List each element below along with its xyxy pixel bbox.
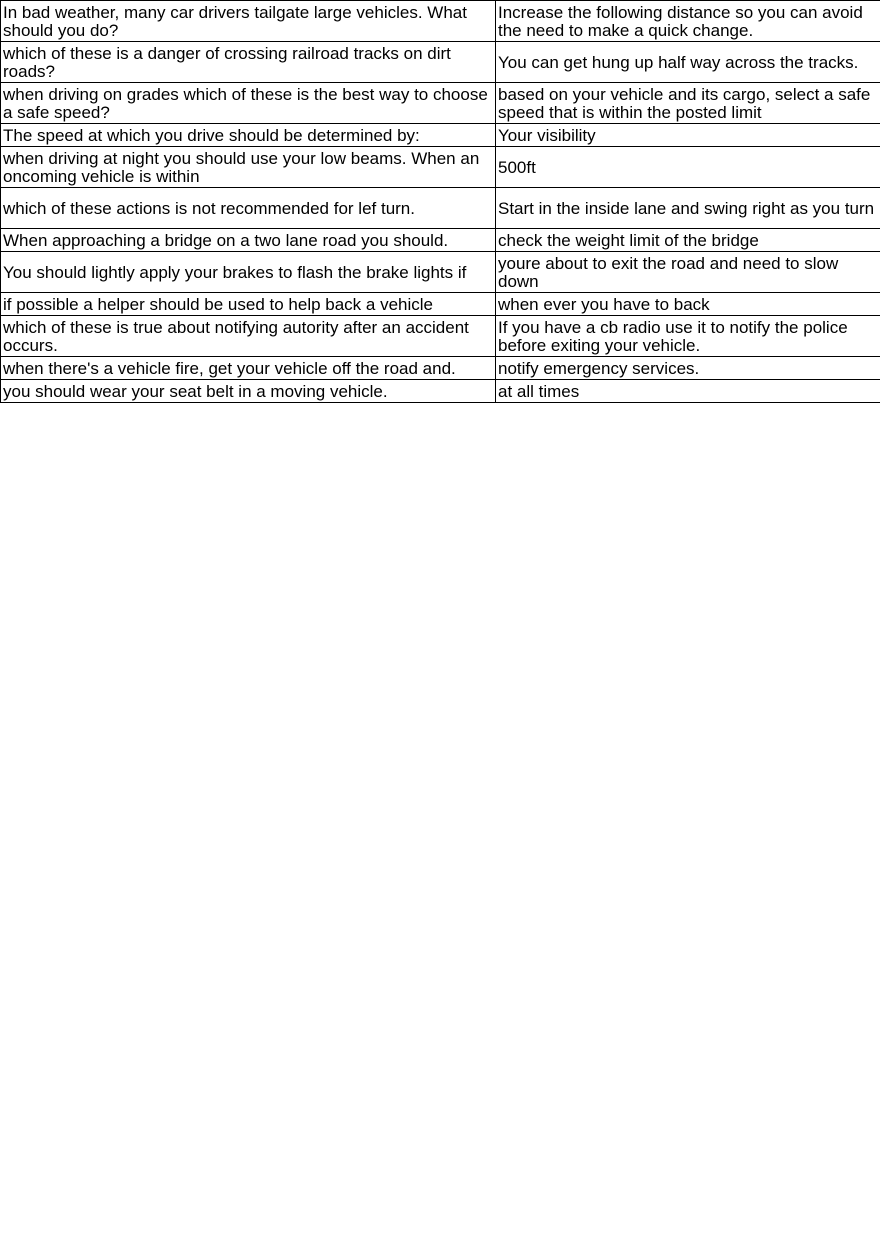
definition-cell: If you have a cb radio use it to notify the police before exiting your vehicle. [496,316,880,357]
term-cell: In bad weather, many car drivers tailgate large vehicles. What should you do? [1,1,496,42]
term-cell: when driving on grades which of these is the best way to choose a safe speed? [1,83,496,124]
definition-cell: Increase the following distance so you can avoid the need to make a quick change. [496,1,880,42]
definition-cell: based on your vehicle and its cargo, select a safe speed that is within the posted limit [496,83,880,124]
table-row [1,252,880,293]
flashcard-table-body [1,1,880,403]
term-cell: which of these is a danger of crossing railroad tracks on dirt roads? [1,42,496,83]
definition-cell: 500ft [496,147,880,188]
definition-cell: notify emergency services. [496,357,880,380]
definition-cell: at all times [496,380,880,403]
term-cell: if possible a helper should be used to help back a vehicle [1,293,496,316]
table-row [1,229,880,252]
term-cell: you should wear your seat belt in a moving vehicle. [1,380,496,403]
definition-cell: youre about to exit the road and need to slow down [496,252,880,293]
table-row [1,42,880,83]
table-row [1,357,880,380]
table-row [1,1,880,42]
definition-cell: You can get hung up half way across the tracks. [496,42,880,83]
definition-cell: Start in the inside lane and swing right as you turn [496,188,880,229]
table-row [1,380,880,403]
table-row [1,147,880,188]
definition-cell: check the weight limit of the bridge [496,229,880,252]
table-row [1,316,880,357]
term-cell: which of these actions is not recommended for lef turn. [1,188,496,229]
table-row [1,124,880,147]
table-row [1,83,880,124]
table-row [1,188,880,229]
term-cell: You should lightly apply your brakes to flash the brake lights if [1,252,496,293]
flashcard-table [0,0,880,403]
term-cell: when driving at night you should use your low beams. When an oncoming vehicle is within [1,147,496,188]
term-cell: The speed at which you drive should be determined by: [1,124,496,147]
term-cell: When approaching a bridge on a two lane road you should. [1,229,496,252]
definition-cell: when ever you have to back [496,293,880,316]
table-row [1,293,880,316]
term-cell: when there's a vehicle fire, get your vehicle off the road and. [1,357,496,380]
term-cell: which of these is true about notifying autority after an accident occurs. [1,316,496,357]
definition-cell: Your visibility [496,124,880,147]
